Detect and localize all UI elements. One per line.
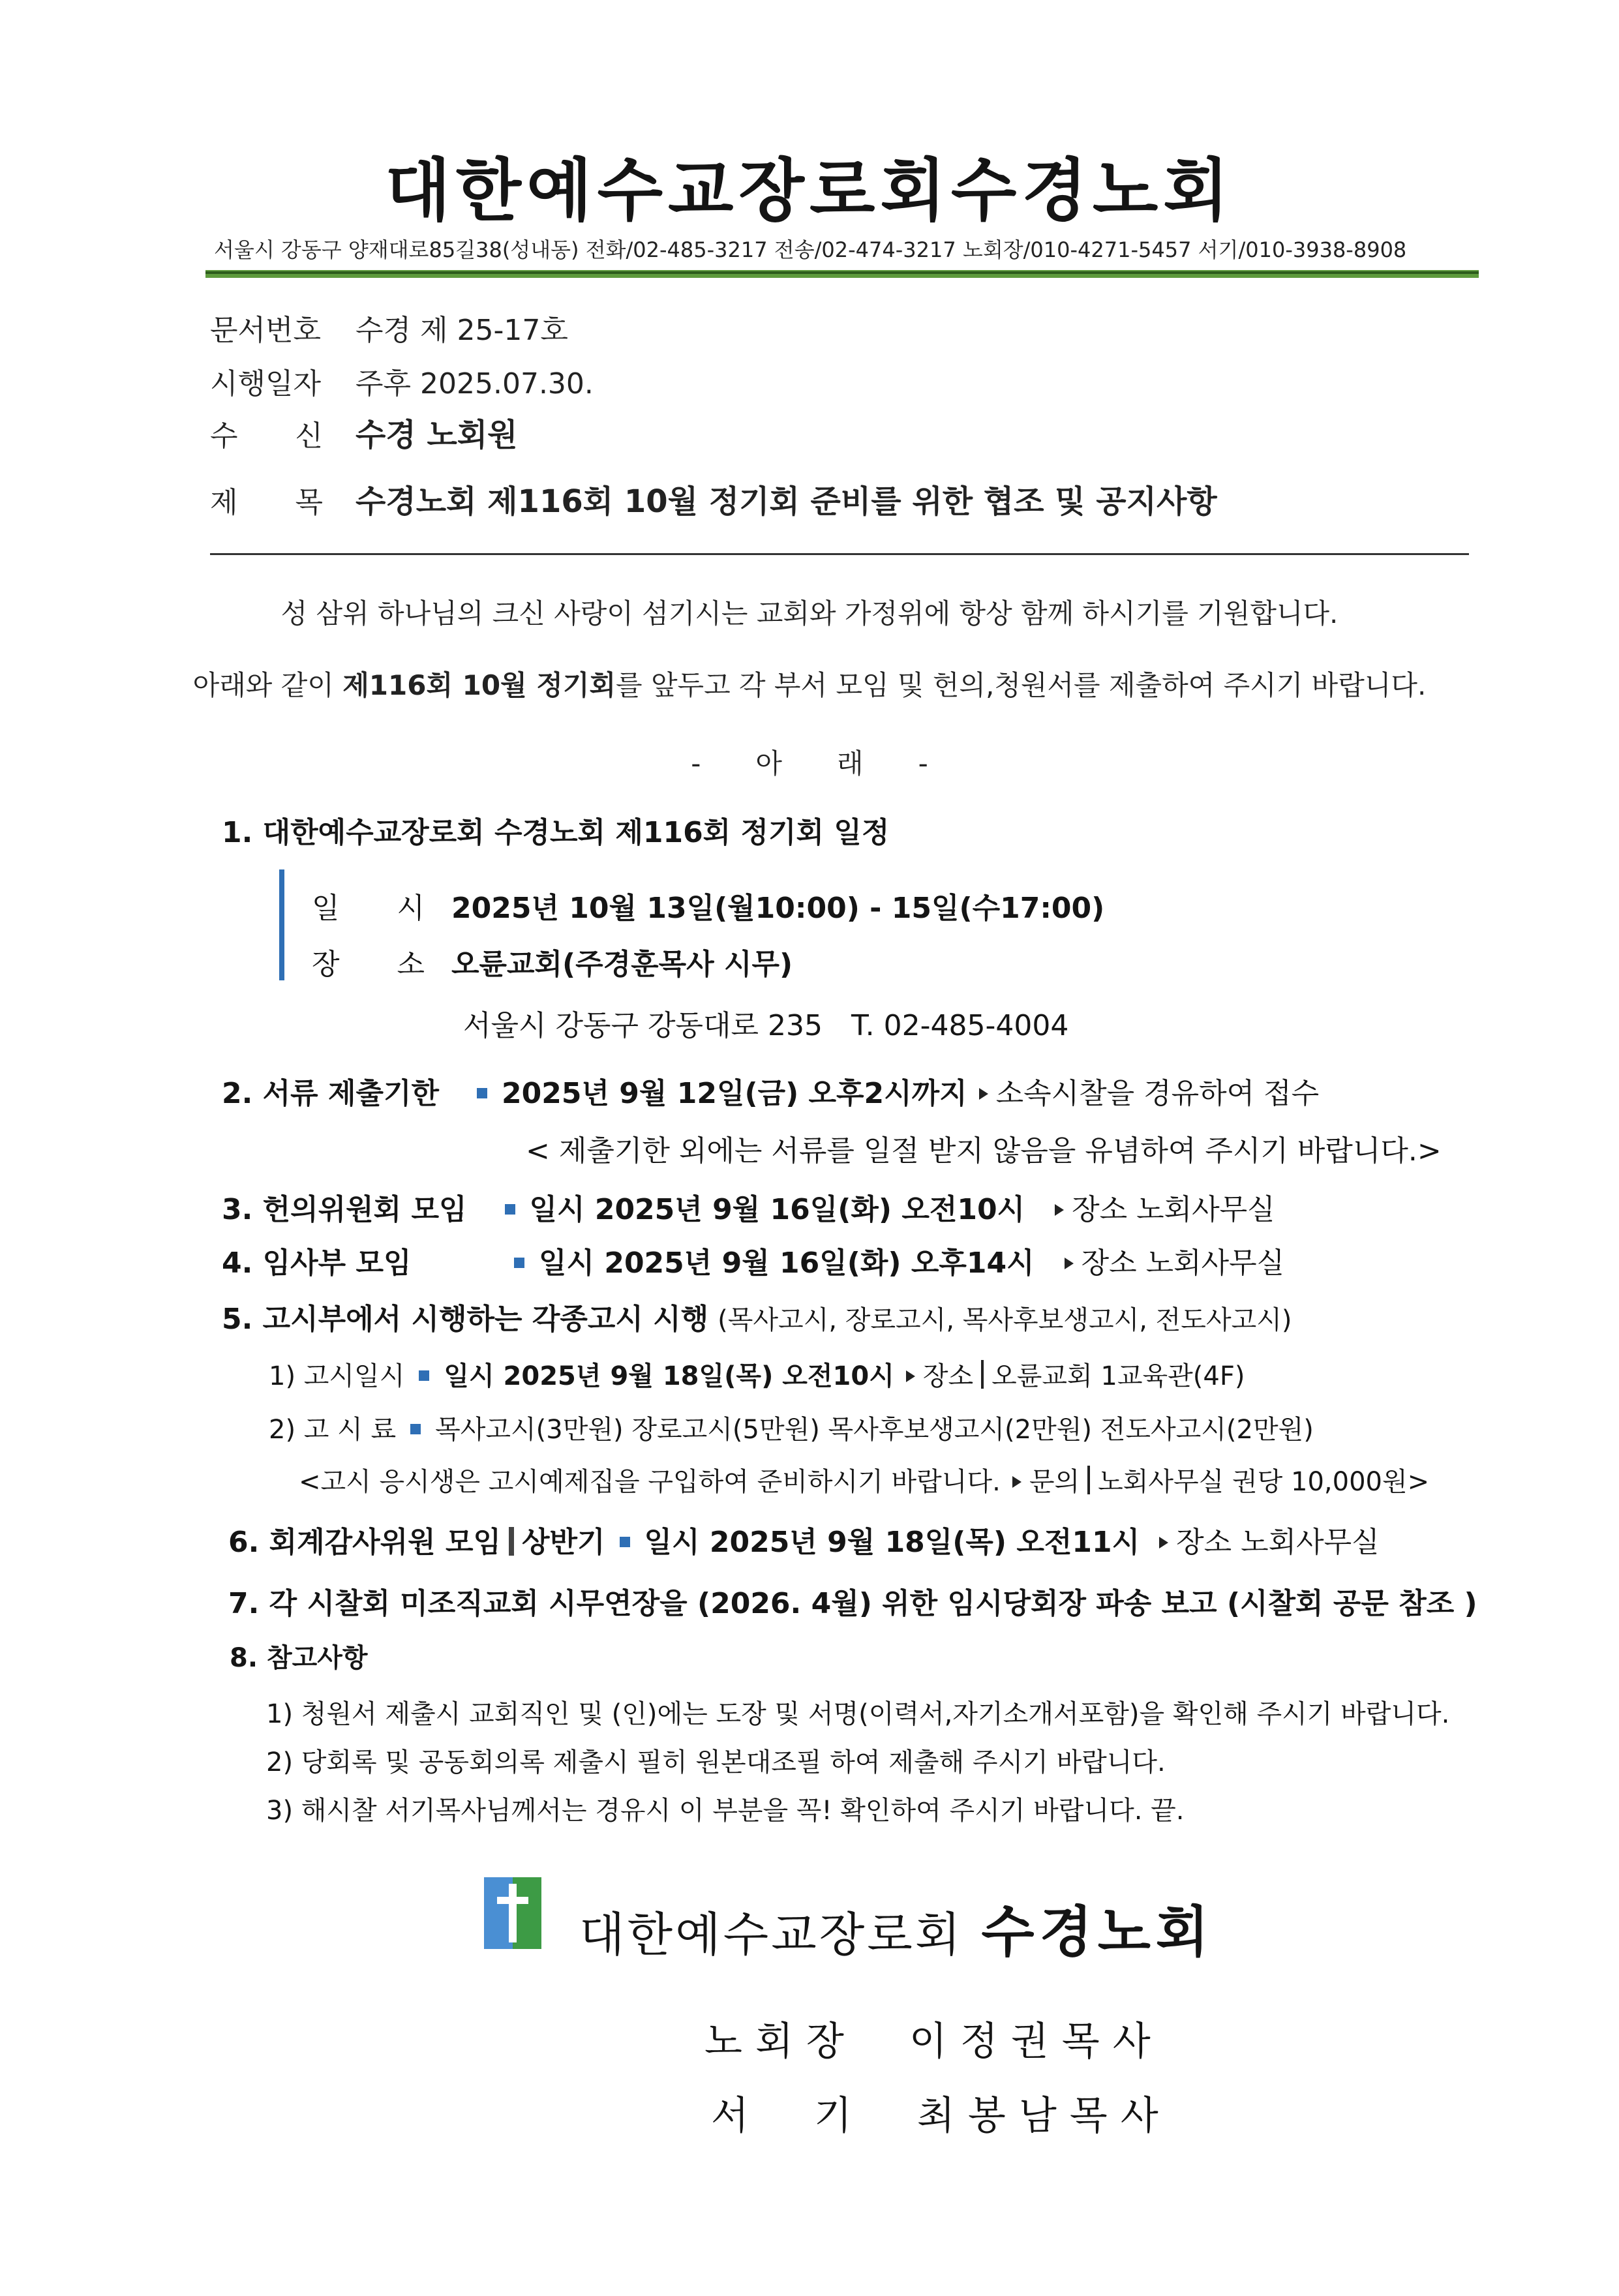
doc-no-label: 문서번호 bbox=[210, 314, 322, 347]
org-title: 대한예수교장로회수경노회 bbox=[385, 150, 1234, 230]
date-value: 주후 2025.07.30. bbox=[356, 367, 594, 400]
triangle-arrow-icon bbox=[1065, 1258, 1074, 1269]
item-3-title: 3. 헌의위원회 모임 bbox=[222, 1193, 467, 1226]
item-5-sub-2 bbox=[269, 1409, 1314, 1446]
item-5-sub-3-label: 문의 bbox=[1029, 1467, 1080, 1497]
item-5-sub-1-label: 1) 고시일시 bbox=[269, 1361, 405, 1391]
item-5-sub-3-price: 노회사무실 권당 10,000원> bbox=[1098, 1467, 1430, 1497]
triangle-arrow-icon bbox=[1012, 1476, 1021, 1488]
item-2-warning: < 제출기한 외에는 서류를 일절 받지 않음을 유념하여 주시기 바랍니다.> bbox=[526, 1134, 1442, 1168]
footer-org-name bbox=[579, 1888, 1214, 1967]
separator bbox=[981, 1360, 984, 1389]
intro-line-1: 성 삼위 하나님의 크신 사랑이 섬기시는 교회와 가정위에 항상 함께 하시기를 기원합니다. bbox=[280, 597, 1339, 629]
cross-logo-icon bbox=[484, 1877, 541, 1949]
org-address: 서울시 강동구 양재대로85길38(성내동) 전화/02-485-3217 전송/02-474-3217 노회장/010-4271-5457 서기/010-3938-8908 bbox=[214, 237, 1407, 262]
item-5-sub-2-value: 목사고시(3만원) 장로고시(5만원) 목사후보생고시(2만원) 전도사고시(2만원) bbox=[435, 1415, 1314, 1445]
item-7-row: 7. 각 시찰회 미조직교회 시무연장을 (2026. 4월) 위한 임시당회장 파송 보고 (시찰회 공문 참조 ) bbox=[228, 1587, 1477, 1620]
item-6-title: 6. 회계감사위원 모임 bbox=[228, 1526, 501, 1559]
item-1-place-value: 오륜교회(주경훈목사 시무) bbox=[451, 948, 793, 981]
square-bullet-icon bbox=[410, 1424, 421, 1434]
item-4-title: 4. 임사부 모임 bbox=[222, 1246, 412, 1280]
intro-session-name: 제116회 10월 정기회 bbox=[342, 669, 616, 701]
recipient-value: 수경 노회원 bbox=[356, 417, 518, 453]
item-6-date: 일시 2025년 9월 18일(목) 오전11시 bbox=[644, 1526, 1140, 1559]
triangle-arrow-icon bbox=[906, 1370, 915, 1382]
signature-president: 노회장 이정권목사 bbox=[704, 2019, 1164, 2064]
item-5-sub-1 bbox=[269, 1355, 1245, 1393]
item-1-place-address: 서울시 강동구 강동대로 235 T. 02-485-4004 bbox=[463, 1009, 1069, 1042]
item-2-row bbox=[222, 1070, 1319, 1111]
item-3-row bbox=[222, 1186, 1275, 1228]
item-8-note-1: 1) 청원서 제출시 교회직인 및 (인)에는 도장 및 서명(이력서,자기소개서포함)을 확인해 주시기 바랍니다. bbox=[266, 1699, 1450, 1729]
square-bullet-icon bbox=[514, 1258, 524, 1268]
header-divider-line bbox=[205, 271, 1479, 274]
item-5-sub-2-label: 2) 고 시 료 bbox=[269, 1415, 397, 1445]
triangle-arrow-icon bbox=[1159, 1537, 1168, 1548]
item-5-sub-1-place: 오륜교회 1교육관(4F) bbox=[991, 1361, 1245, 1391]
item-1-time-value: 2025년 10월 13일(월10:00) - 15일(수17:00) bbox=[451, 892, 1105, 925]
item-2-note: 소속시찰을 경유하여 접수 bbox=[995, 1077, 1320, 1110]
intro-line-2: 아래와 같이 제116회 10월 정기회를 앞두고 각 부서 모임 및 헌의,청원서를 제출하여 주시기 바랍니다. bbox=[192, 669, 1427, 701]
item-5-title: 5. 고시부에서 시행하는 각종고시 시행 bbox=[222, 1303, 709, 1336]
square-bullet-icon bbox=[419, 1370, 429, 1381]
item-4-details bbox=[500, 1239, 1284, 1281]
item-5-title-note: (목사고시, 장로고시, 목사후보생고시, 전도사고시) bbox=[718, 1305, 1292, 1335]
item-8-note-2: 2) 당회록 및 공동회의록 제출시 필히 원본대조필 하여 제출해 주시기 바랍니다. bbox=[266, 1747, 1166, 1777]
item-2-title: 2. 서류 제출기한 bbox=[222, 1077, 439, 1110]
item-6-period: 상반기 bbox=[522, 1526, 605, 1559]
item-6-place: 장소 노회사무실 bbox=[1176, 1526, 1380, 1559]
footer-org-left: 대한예수교장로회 bbox=[579, 1907, 963, 1962]
separator bbox=[509, 1527, 514, 1556]
schedule-bar bbox=[279, 869, 284, 980]
item-4-date: 일시 2025년 9월 16일(화) 오후14시 bbox=[539, 1246, 1035, 1280]
subject-label: 제 목 bbox=[210, 486, 324, 519]
date-label: 시행일자 bbox=[210, 367, 322, 400]
triangle-arrow-icon bbox=[1055, 1204, 1064, 1216]
item-3-place: 장소 노회사무실 bbox=[1072, 1193, 1275, 1226]
item-5-sub-3-text: <고시 응시생은 고시예제집을 구입하여 준비하시기 바랍니다. bbox=[299, 1467, 1001, 1497]
item-5-sub-3 bbox=[299, 1461, 1429, 1498]
item-1-time-label: 일 시 bbox=[312, 892, 425, 925]
item-2-date: 2025년 9월 12일(금) 오후2시까지 bbox=[502, 1077, 967, 1110]
doc-no-value: 수경 제 25-17호 bbox=[356, 314, 568, 347]
item-5-sub-1-place-label: 장소 bbox=[922, 1361, 974, 1391]
item-3-date: 일시 2025년 9월 16일(화) 오전10시 bbox=[529, 1193, 1025, 1226]
subject-value: 수경노회 제116회 10월 정기회 준비를 위한 협조 및 공지사항 bbox=[356, 483, 1217, 520]
separator bbox=[1087, 1466, 1090, 1494]
item-5-row bbox=[222, 1295, 1292, 1337]
item-8-note-3: 3) 해시찰 서기목사님께서는 경유시 이 부분을 꼭! 확인하여 주시기 바랍니다. 끝. bbox=[266, 1796, 1185, 1826]
footer-org-right: 수경노회 bbox=[981, 1900, 1214, 1964]
item-4-row bbox=[222, 1239, 412, 1281]
square-bullet-icon bbox=[477, 1088, 487, 1098]
item-5-sub-1-date: 일시 2025년 9월 18일(목) 오전10시 bbox=[444, 1361, 894, 1391]
item-6-row bbox=[228, 1518, 1380, 1560]
item-1-title: 1. 대한예수교장로회 수경노회 제116회 정기회 일정 bbox=[222, 816, 890, 849]
item-4-place: 장소 노회사무실 bbox=[1081, 1246, 1285, 1280]
signature-secretary: 서 기 최봉남목사 bbox=[711, 2093, 1172, 2139]
square-bullet-icon bbox=[505, 1204, 515, 1215]
triangle-arrow-icon bbox=[979, 1088, 988, 1100]
item-8-title: 8. 참고사항 bbox=[230, 1643, 368, 1673]
square-bullet-icon bbox=[620, 1537, 630, 1547]
item-1-place-label: 장 소 bbox=[312, 948, 425, 981]
meta-divider bbox=[210, 553, 1469, 555]
recipient-label: 수 신 bbox=[210, 419, 324, 453]
below-heading: - 아 래 - bbox=[691, 748, 928, 779]
